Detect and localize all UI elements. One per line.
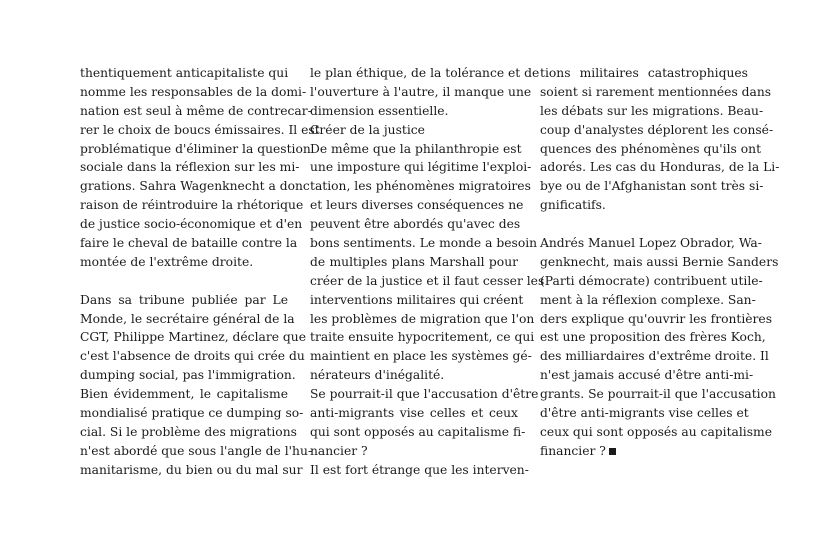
text-line [540, 404, 748, 423]
text-line-content: de justice socio-économique et d'en [80, 217, 303, 232]
text-line [80, 102, 312, 121]
text-line [540, 83, 772, 102]
text-line-content: Bien évidemment, le capitalisme [80, 387, 288, 402]
text-line-content: problématique d'éliminer la question [80, 141, 311, 156]
text-column-3 [540, 64, 780, 461]
text-line [80, 234, 298, 253]
text-line-content: l'ouverture à l'autre, il manque une [310, 84, 532, 99]
text-line [310, 404, 518, 423]
text-line-content: raison de réintroduire la rhétorique [80, 198, 304, 213]
text-line-content: (Parti démocrate) contribuent utile- [540, 273, 763, 288]
text-line-content: mondialisé pratique ce dumping so- [80, 406, 304, 421]
text-line [80, 404, 304, 423]
text-line-content: grations. Sahra Wagenknecht a donc [80, 179, 310, 194]
text-line [540, 291, 756, 310]
text-line-content: nomme les responsables de la domi- [80, 84, 307, 99]
text-line [80, 291, 288, 310]
text-line [310, 177, 531, 196]
text-line-content: faire le cheval de bataille contre la [80, 236, 298, 251]
text-line-content: nérateurs d'inégalité. [310, 368, 445, 383]
text-line-content: bons sentiments. Le monde a besoin [310, 236, 538, 251]
text-line [80, 215, 303, 234]
text-line [80, 177, 310, 196]
text-line-content: Créer de la justice [310, 122, 425, 137]
text-line-content: ment à la réflexion complexe. San- [540, 292, 756, 307]
text-line-content: Andrés Manuel Lopez Obrador, Wa- [540, 236, 762, 251]
text-line-content: grants. Se pourrait-il que l'accusation [540, 387, 776, 402]
text-line-content: soient si rarement mentionnées dans [540, 84, 772, 99]
paragraph-gap [80, 272, 288, 291]
text-line-content: adorés. Les cas du Honduras, de la Li- [540, 160, 780, 175]
paragraph-gap [540, 215, 748, 234]
text-line [540, 253, 779, 272]
text-line-content: Monde, le secrétaire général de la [80, 311, 295, 326]
text-line [540, 423, 772, 442]
text-line-content: coup d'analystes déplorent les consé- [540, 122, 774, 137]
text-line-content: tation, les phénomènes migratoires [310, 179, 531, 194]
text-column-2 [310, 64, 545, 480]
text-line-content: financier ? [540, 443, 606, 458]
text-line [540, 328, 766, 347]
text-line-content: ceux qui sont opposés au capitalisme [540, 424, 772, 439]
text-line [310, 158, 532, 177]
text-line-content: n'est abordé que sous l'angle de l'hu- [80, 443, 313, 458]
text-line [310, 215, 521, 234]
text-line [310, 140, 522, 159]
text-line-content: nation est seul à même de contrecar- [80, 103, 312, 118]
end-of-article-mark [609, 448, 616, 455]
text-line [540, 272, 763, 291]
text-line-content: Se pourrait-il que l'accusation d'être [310, 387, 539, 402]
text-line [540, 196, 748, 215]
text-line-content: thentiquement anticapitaliste qui [80, 66, 289, 80]
text-line [310, 272, 545, 291]
text-line-content: genknecht, mais aussi Bernie Sanders [540, 254, 779, 269]
text-line-content: nancier ? [310, 443, 368, 458]
text-line-content: anti-migrants vise celles et ceux [310, 406, 518, 421]
text-line [310, 121, 518, 140]
text-line [540, 385, 776, 404]
text-line [310, 423, 526, 442]
text-line [310, 83, 532, 102]
text-line-content: une imposture qui légitime l'exploi- [310, 160, 532, 175]
text-line-content: Dans sa tribune publiée par Le [80, 292, 288, 307]
text-line [80, 158, 300, 177]
text-line-content: de multiples plans Marshall pour [310, 254, 518, 269]
text-line [310, 253, 518, 272]
text-line [80, 347, 305, 366]
text-line [310, 328, 535, 347]
text-line-content: quences des phénomènes qu'ils ont [540, 141, 762, 156]
text-line-content: maintient en place les systèmes gé- [310, 349, 532, 364]
text-line-content: et leurs diverses conséquences ne [310, 198, 524, 213]
text-line-content: gnificatifs. [540, 198, 606, 213]
text-line-content: montée de l'extrême droite. [80, 254, 254, 269]
text-line [310, 196, 524, 215]
text-line [540, 64, 748, 83]
text-line-content: dimension essentielle. [310, 103, 449, 118]
text-line [310, 366, 518, 385]
text-line [310, 291, 524, 310]
text-column-1 [80, 64, 320, 480]
text-line-content: d'être anti-migrants vise celles et [540, 406, 749, 421]
text-line-content: CGT, Philippe Martinez, déclare que [80, 330, 306, 345]
text-line-content: De même que la philanthropie est [310, 141, 522, 156]
text-line [80, 253, 288, 272]
text-line [80, 328, 306, 347]
text-line-content: qui sont opposés au capitalisme fi- [310, 424, 526, 439]
text-line [540, 177, 764, 196]
text-line [80, 64, 288, 83]
text-line [80, 366, 296, 385]
text-line [540, 158, 780, 177]
text-line [310, 347, 532, 366]
text-line [310, 442, 518, 461]
text-line [540, 310, 773, 329]
text-line [80, 121, 320, 140]
text-line-content: c'est l'absence de droits qui crée du [80, 349, 305, 364]
text-line [540, 234, 762, 253]
text-line [310, 102, 518, 121]
text-line-content: créer de la justice et il faut cesser les [310, 273, 545, 288]
text-line [540, 140, 762, 159]
text-line [540, 102, 764, 121]
text-line [80, 196, 304, 215]
text-line-content: bye ou de l'Afghanistan sont très si- [540, 179, 764, 194]
text-line-content: manitarisme, du bien ou du mal sur [80, 462, 303, 477]
text-line [310, 461, 529, 480]
text-line-content: peuvent être abordés qu'avec des [310, 217, 521, 232]
text-line [80, 83, 307, 102]
text-line-content: sociale dans la réflexion sur les mi- [80, 160, 300, 175]
text-line-content: interventions militaires qui créent [310, 292, 524, 307]
text-line [540, 121, 774, 140]
text-line-content: traite ensuite hypocritement, ce qui [310, 330, 535, 345]
text-line-content: rer le choix de boucs émissaires. Il est [80, 122, 320, 137]
text-line [80, 385, 288, 404]
text-line [80, 461, 303, 480]
text-line [540, 347, 769, 366]
text-line-content: est une proposition des frères Koch, [540, 330, 766, 345]
text-line [310, 310, 535, 329]
text-line [540, 442, 748, 461]
text-line [80, 310, 295, 329]
text-line [80, 442, 313, 461]
text-line-content: tions militaires catastrophiques [540, 66, 748, 80]
text-line-content: ders explique qu'ouvrir les frontières [540, 311, 773, 326]
text-line [80, 140, 311, 159]
text-line-content: Il est fort étrange que les interven- [310, 462, 529, 477]
text-line-content: les débats sur les migrations. Beau- [540, 103, 764, 118]
text-line [310, 234, 538, 253]
text-line [310, 64, 540, 83]
text-line [540, 366, 754, 385]
text-line-content: des milliardaires d'extrême droite. Il [540, 349, 769, 364]
text-line-content: cial. Si le problème des migrations [80, 424, 297, 439]
text-line-content: le plan éthique, de la tolérance et de [310, 66, 540, 80]
text-line-content: les problèmes de migration que l'on [310, 311, 535, 326]
text-line-content: n'est jamais accusé d'être anti-mi- [540, 368, 754, 383]
text-line-content: dumping social, pas l'immigration. [80, 368, 296, 383]
text-line [310, 385, 539, 404]
text-line [80, 423, 297, 442]
